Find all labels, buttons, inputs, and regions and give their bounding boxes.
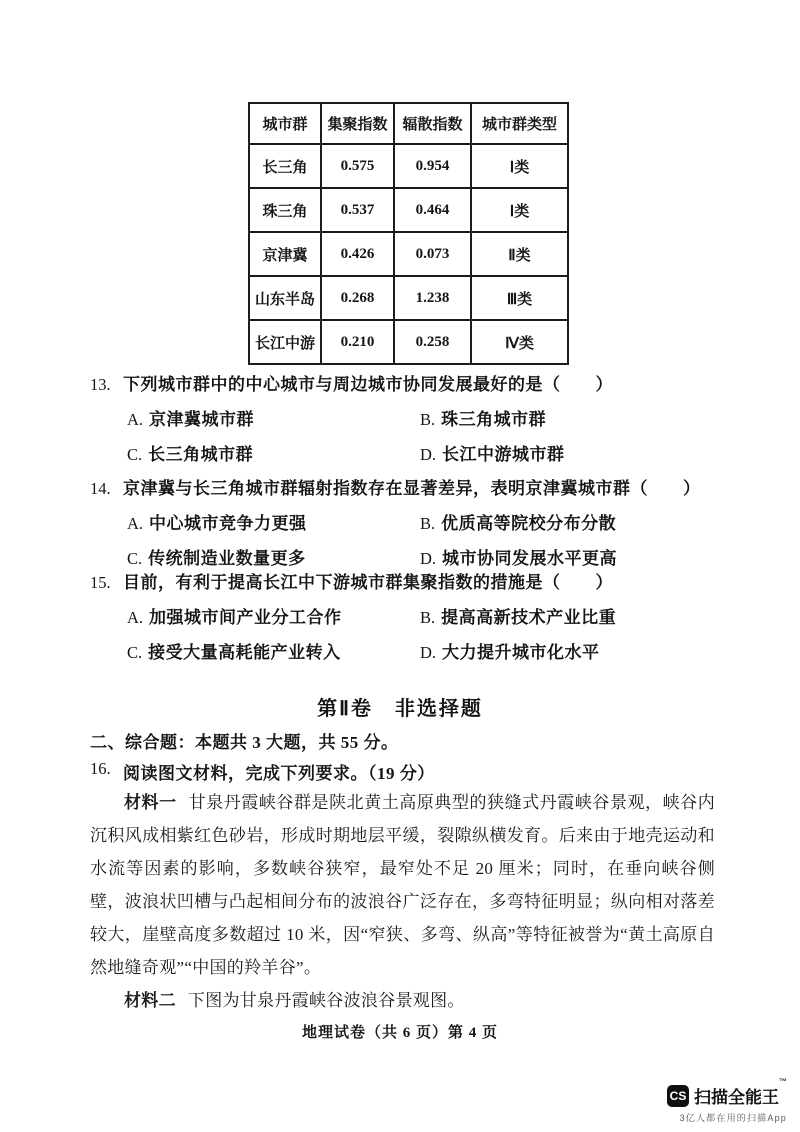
option-a	[127, 506, 420, 541]
question-16-heading	[90, 759, 435, 784]
question-13	[90, 368, 720, 472]
option-label: B.	[420, 608, 436, 627]
option-text: 大力提升城市化水平	[442, 643, 600, 662]
question-14-stem	[90, 472, 720, 506]
question-text: 目前，有利于提高长江中下游城市群集聚指数的措施是（ ）	[123, 573, 613, 592]
section-2-title: 第Ⅱ卷 非选择题	[317, 698, 483, 720]
question-number: 16.	[90, 759, 111, 778]
trademark-symbol: ™	[779, 1077, 787, 1086]
option-label: C.	[127, 643, 143, 662]
camscanner-tagline: 3亿人都在用的扫描App	[679, 1113, 787, 1123]
option-text: 城市协同发展水平更高	[442, 549, 618, 568]
option-text: 长三角城市群	[148, 445, 254, 464]
option-label: A.	[127, 410, 144, 429]
question-15-stem	[90, 566, 720, 600]
table-cell: 0.954	[394, 144, 471, 188]
question-13-options	[127, 402, 720, 472]
question-number: 14.	[90, 479, 111, 498]
table-header-cell: 城市群	[249, 103, 321, 144]
table-cell: 0.073	[394, 232, 471, 276]
table-cell: Ⅱ类	[471, 232, 568, 276]
table-row	[249, 188, 568, 232]
table-cell: 0.258	[394, 320, 471, 364]
table-cell: 长江中游	[249, 320, 321, 364]
option-d	[420, 635, 720, 670]
section-2-intro: 二、综合题：本题共 3 大题，共 55 分。	[90, 733, 399, 752]
table-cell: 京津冀	[249, 232, 321, 276]
camscanner-icon: CS	[667, 1085, 689, 1107]
option-d	[420, 437, 720, 472]
option-text: 提高高新技术产业比重	[441, 608, 617, 627]
table-cell: 0.268	[321, 276, 394, 320]
option-text: 接受大量高耗能产业转入	[148, 643, 341, 662]
question-text: 下列城市群中的中心城市与周边城市协同发展最好的是（ ）	[123, 375, 613, 394]
city-cluster-table	[248, 102, 569, 365]
table-row	[249, 144, 568, 188]
question-text: 阅读图文材料，完成下列要求。（19 分）	[123, 764, 435, 783]
option-a	[127, 600, 420, 635]
table-cell: 0.575	[321, 144, 394, 188]
table-header-cell: 辐散指数	[394, 103, 471, 144]
option-label: B.	[420, 410, 436, 429]
material-1-text: 甘泉丹霞峡谷群是陕北黄土高原典型的狭缝式丹霞峡谷景观，峡谷内沉积风成相紫红色砂岩，形成时期地层平缓，裂隙纵横发育。后来由于地壳运动和水流等因素的影响，多数峡谷狭窄，最窄处不足 20 厘米；同时，在垂向峡谷侧壁，波浪状凹槽与凸起相间分布的波浪谷广泛存在，多弯特征明显；纵向相对落差较大，崖壁高度多数超过 10 米，因“窄狭、多弯、纵高”等特征被誉为“黄土高原自然地缝奇观”“中国的羚羊谷”。	[90, 793, 716, 977]
option-c	[127, 437, 420, 472]
option-text: 京津冀城市群	[149, 410, 255, 429]
option-a	[127, 402, 420, 437]
table-row	[249, 232, 568, 276]
option-label: D.	[420, 445, 437, 464]
material-2-text: 下图为甘泉丹霞峡谷波浪谷景观图。	[187, 991, 465, 1010]
question-14	[90, 472, 720, 576]
table-cell: 1.238	[394, 276, 471, 320]
camscanner-brand-row	[667, 1077, 787, 1108]
option-label: C.	[127, 445, 143, 464]
option-text: 长江中游城市群	[442, 445, 565, 464]
option-label: A.	[127, 608, 144, 627]
table-cell: 山东半岛	[249, 276, 321, 320]
table-header-row	[249, 103, 568, 144]
material-1-label: 材料一	[124, 793, 177, 812]
material-1-paragraph	[90, 786, 715, 984]
table-cell: 长三角	[249, 144, 321, 188]
question-number: 15.	[90, 573, 111, 592]
option-text: 中心城市竞争力更强	[149, 514, 307, 533]
table-header-cell: 城市群类型	[471, 103, 568, 144]
material-2-label: 材料二	[124, 991, 176, 1010]
option-label: D.	[420, 643, 437, 662]
table-cell: Ⅰ类	[471, 144, 568, 188]
option-text: 优质高等院校分布分散	[441, 514, 617, 533]
question-13-stem	[90, 368, 720, 402]
option-b	[420, 402, 720, 437]
question-number: 13.	[90, 375, 111, 394]
material-2-paragraph	[90, 984, 715, 1017]
table-cell: 0.537	[321, 188, 394, 232]
table-cell: Ⅲ类	[471, 276, 568, 320]
question-15	[90, 566, 720, 670]
option-label: B.	[420, 514, 436, 533]
option-b	[420, 600, 720, 635]
table-cell: Ⅳ类	[471, 320, 568, 364]
table-header-cell: 集聚指数	[321, 103, 394, 144]
table-cell: 0.210	[321, 320, 394, 364]
table-cell: Ⅰ类	[471, 188, 568, 232]
option-label: C.	[127, 549, 143, 568]
question-15-options	[127, 600, 720, 670]
page-footer: 地理试卷（共 6 页）第 4 页	[301, 1025, 498, 1041]
table-cell: 0.464	[394, 188, 471, 232]
question-text: 京津冀与长三角城市群辐射指数存在显著差异，表明京津冀城市群（ ）	[123, 479, 701, 498]
option-text: 加强城市间产业分工合作	[149, 608, 342, 627]
option-c	[127, 635, 420, 670]
option-b	[420, 506, 720, 541]
table-row	[249, 276, 568, 320]
option-label: D.	[420, 549, 437, 568]
brand-text: 扫描全能王	[694, 1088, 779, 1107]
option-text: 传统制造业数量更多	[148, 549, 306, 568]
option-label: A.	[127, 514, 144, 533]
camscanner-watermark	[667, 1077, 787, 1124]
table-row	[249, 320, 568, 364]
option-text: 珠三角城市群	[441, 410, 547, 429]
question-16-materials	[90, 786, 715, 1017]
table-cell: 珠三角	[249, 188, 321, 232]
camscanner-brand-name	[694, 1077, 787, 1108]
table-cell: 0.426	[321, 232, 394, 276]
